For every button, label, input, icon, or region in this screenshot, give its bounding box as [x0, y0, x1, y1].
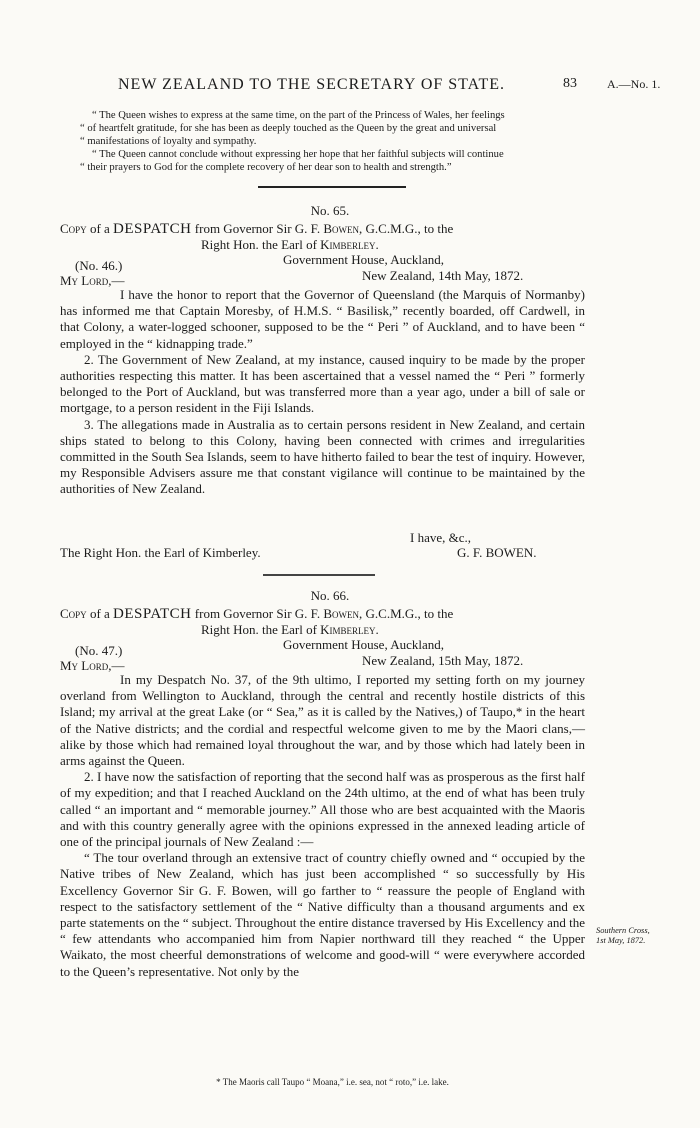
addressee: The Right Hon. the Earl of Kimberley. — [60, 545, 261, 560]
despatch-number: No. 65. — [310, 203, 350, 218]
despatch-body — [60, 287, 585, 498]
quote-line: “ their prayers to God for the complete recovery of her dear son to health and strength.” — [80, 162, 452, 173]
running-title: NEW ZEALAND TO THE SECRETARY OF STATE. — [118, 76, 505, 93]
quoted-letter-excerpt — [80, 109, 585, 148]
footnote: * The Maoris call Taupo “ Moana,” i.e. sea, not “ roto,” i.e. lake. — [216, 1077, 449, 1087]
section-divider-rule — [258, 186, 406, 188]
despatch-heading: Copy of a DESPATCH from Governor Sir G. F. Bowen, G.C.M.G., to the — [60, 221, 454, 237]
section-divider-rule — [263, 574, 375, 576]
closing: I have, &c., — [410, 530, 472, 545]
sender-address-line1: Government House, Auckland, — [283, 637, 445, 652]
quote-line: “ manifestations of loyalty and sympathy. — [80, 136, 257, 147]
paragraph: 3. The allegations made in Australia as to certain persons resident in New Zealand, and certain ships stated to belong to this Colony, having been connected with crimes and irregularities committed in the South Sea Islands, seem to have hitherto failed to bear the test of inquiry. However, my Responsible Advisers assure me that constant vigilance will continue to be maintained by the authorities of New Zealand. — [60, 416, 586, 497]
margin-note: Southern Cross, 1st May, 1872. — [596, 926, 650, 945]
paragraph: “ The tour overland through an extensive tract of country chiefly owned and “ occupied by the Native tribes of New Zealand, which has just been accomplished “ so successfully by His Excellency Governor Sir G. F. Bowen, will go farther to “ reassure the people of England with respect to the satisfactory settlement of the “ Native difficulty than a thousand arguments and ex parte statements on the “ subject. Throughout the entire distance traversed by His Excellency and the “ few attendants who accompanied him from Napier northward till they reached “ the Upper Waikato, the most cheerful demonstrations of welcome and good-will “ were everywhere accorded to the Queen’s representative. Not only by the — [60, 850, 585, 979]
salutation: My Lord,— — [60, 658, 125, 673]
page-number: 83 — [563, 76, 577, 91]
paragraph: 2. The Government of New Zealand, at my instance, caused inquiry to be made by the proper authorities respecting this matter. It has been ascertained that a vessel named the “ Peri ” formerly belonged to the Port of Auckland, but was transferred more than a year ago, under a bill of sale or mortgage, to a person resident in the Fiji Islands. — [60, 351, 585, 416]
signature: G. F. BOWEN. — [457, 545, 537, 560]
despatch-ref-number: (No. 46.) — [75, 258, 123, 273]
paragraph: 2. I have now the satisfaction of reporting that the second half was as prosperous as the first half of my expedition; and that I reached Auckland on the 24th ultimo, at the end of what has been truly called “ an important and “ memorable journey.” All those who are best acquainted with the Maoris and with this country generally agree with the opinions expressed in the annexed leading article of one of the principal journals of New Zealand :— — [60, 769, 585, 850]
despatch-number: No. 66. — [310, 588, 350, 603]
paragraph: In my Despatch No. 37, of the 9th ultimo, I reported my setting forth on my journey overland from Wellington to Auckland, through the central and recently hostile districts of this Island; my arrival at the great Lake (or “ Sea,” as it is called by the Natives,) of Taupo,* in the heart of the Native districts; and the cordial and respectful welcome given to me by the Maori clans,—alike by those which had remained loyal throughout the war, and by those which had lately been in arms against the Queen. — [60, 672, 585, 769]
despatch-ref-number: (No. 47.) — [75, 643, 123, 658]
despatch-heading-recipient: Right Hon. the Earl of Kimberley. — [201, 622, 379, 637]
document-reference: A.—No. 1. — [607, 77, 661, 91]
despatch-heading-recipient: Right Hon. the Earl of Kimberley. — [201, 237, 379, 252]
sender-address-line1: Government House, Auckland, — [283, 252, 445, 267]
sender-address-line2: New Zealand, 14th May, 1872. — [362, 268, 524, 283]
quote-line: “ of heartfelt gratitude, for she has been as deeply touched as the Queen by the great and universal — [80, 123, 497, 134]
quote-line: “ The Queen cannot conclude without expressing her hope that her faithful subjects will continue — [92, 149, 504, 160]
sender-address-line2: New Zealand, 15th May, 1872. — [362, 653, 524, 668]
quote-line: “ The Queen wishes to express at the same time, on the part of the Princess of Wales, her feelings — [92, 110, 505, 121]
page-header — [0, 76, 700, 98]
paragraph: I have the honor to report that the Governor of Queensland (the Marquis of Normanby) has informed me that Captain Moresby, of H.M.S. “ Basilisk,” recently boarded, off Cardwell, in that Colony, a water-logged schooner, supposed to be the “ Peri ” of Auckland, and to have been “ employed in the “ kidnapping trade.” — [60, 287, 585, 351]
quoted-letter-excerpt-cont — [80, 148, 585, 174]
salutation: My Lord,— — [60, 273, 125, 288]
despatch-body — [60, 672, 585, 980]
despatch-heading: Copy of a DESPATCH from Governor Sir G. F. Bowen, G.C.M.G., to the — [60, 606, 454, 622]
